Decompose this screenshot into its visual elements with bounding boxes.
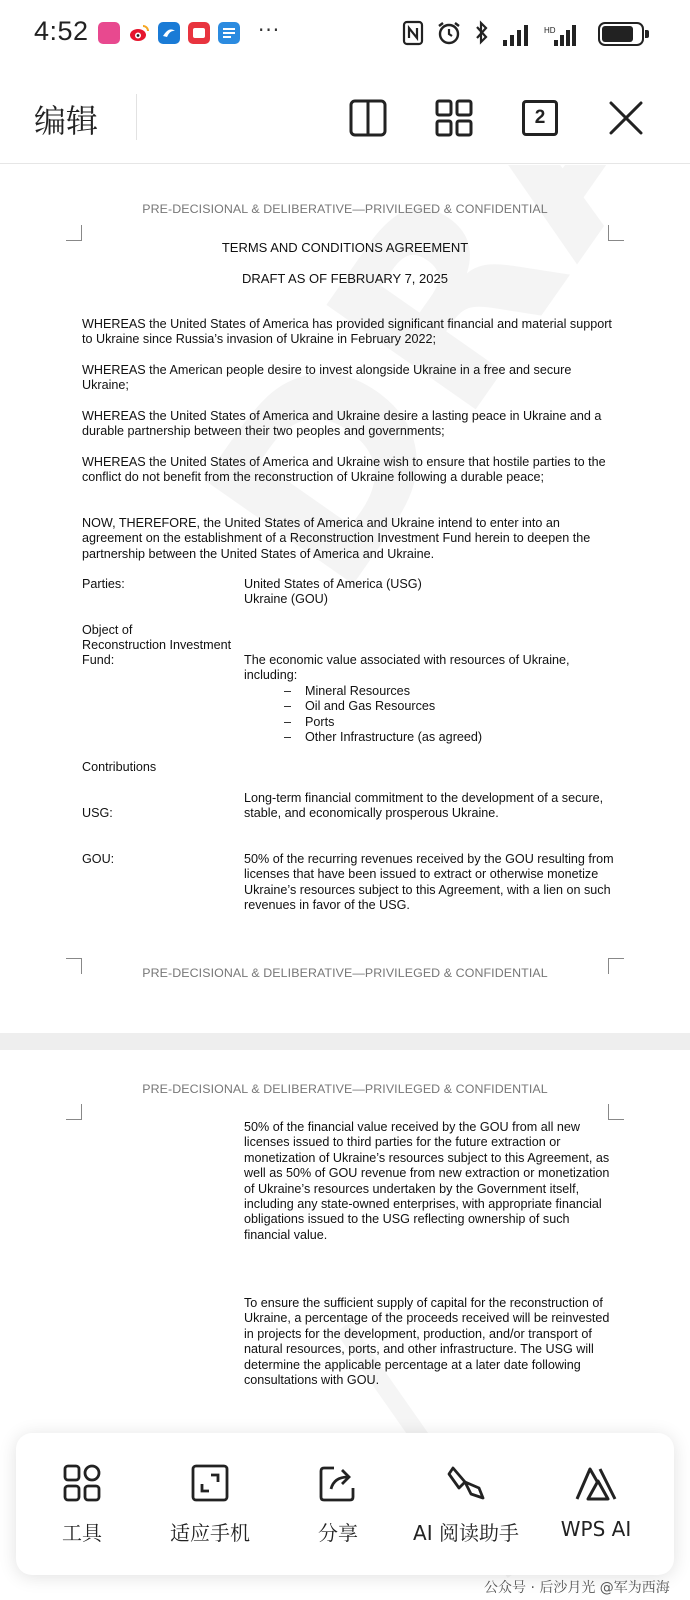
gou-new-licenses-paragraph: 50% of the financial value received by the GOU from all new licenses issued to third parties for the future extraction or monetization of Ukraine’s resources subject to this Agreement, as well as 50% of GOU revenue from new extraction or monetization of Ukraine’s resources undertaken by the Government itself, including any state-owned enterprises, with appropriate financial obligations issued to the USG reflecting ownership of such financial value. [244, 1120, 610, 1242]
usg-label: USG: [82, 806, 113, 820]
object-items-list [284, 684, 482, 746]
object-label: Object of [82, 623, 133, 637]
object-value: The economic value associated with resources of Ukraine, including: [244, 653, 570, 683]
contributions-label: Contributions [82, 760, 157, 774]
split-view-icon [348, 98, 388, 138]
therefore-paragraph: NOW, THEREFORE, the United States of America and Ukraine intend to enter into an agreement on the establishment of a Reconstruction Investment Fund herein to deepen the partnership between the United States of America and Ukraine. [82, 516, 591, 561]
ctrip-icon [158, 22, 180, 44]
page-count: 2 [522, 100, 558, 136]
edit-button[interactable]: 编辑 [34, 102, 99, 140]
whereas-paragraph: WHEREAS the American people desire to invest alongside Ukraine in a free and secure Ukraine; [82, 363, 572, 393]
signal-strength-icon [502, 20, 532, 46]
status-bar [0, 0, 690, 68]
share-label: 分享 [318, 1521, 358, 1545]
list-item: – Ports [284, 715, 482, 730]
object-label: Reconstruction Investment [82, 638, 232, 652]
xiaohongshu-icon [188, 22, 210, 44]
confidential-header: PRE-DECISIONAL & DELIBERATIVE—PRIVILEGED & CONFIDENTIAL [142, 1082, 548, 1096]
battery-fill [602, 26, 633, 42]
share-button[interactable] [278, 1461, 398, 1546]
reinvestment-paragraph: To ensure the sufficient supply of capital for the reconstruction of Ukraine, a percentage of the proceeds received will be reinvested in projects for the development, production, and/or transport of natural resources, ports, and other infrastructure. The USG will determine the applicable percentage at a later date following consultations with GOU. [244, 1296, 610, 1388]
wps-ai-button[interactable] [536, 1461, 656, 1541]
fit-screen-icon [190, 1463, 230, 1503]
weibo-icon [128, 22, 150, 44]
ai-reading-assistant-button[interactable] [406, 1461, 526, 1546]
toolbar-divider [136, 94, 137, 140]
battery-icon [598, 22, 644, 46]
parties-value-gou: Ukraine (GOU) [244, 592, 328, 606]
tools-label: 工具 [62, 1521, 102, 1545]
tools-button[interactable] [22, 1461, 142, 1546]
document-title: TERMS AND CONDITIONS AGREEMENT [221, 240, 469, 255]
document-subtitle: DRAFT AS OF FEBRUARY 7, 2025 [242, 271, 448, 286]
list-item: – Mineral Resources [284, 684, 482, 699]
close-button[interactable] [604, 96, 648, 140]
bottom-action-bar [16, 1433, 674, 1575]
crop-mark [608, 225, 624, 241]
whereas-paragraph: WHEREAS the United States of America and Ukraine desire a lasting peace in Ukraine and a durable partnership between their two peoples and governments; [82, 409, 602, 439]
confidential-footer: PRE-DECISIONAL & DELIBERATIVE—PRIVILEGED & CONFIDENTIAL [142, 966, 548, 980]
thumbnails-button[interactable] [432, 96, 476, 140]
split-view-button[interactable] [346, 96, 390, 140]
nfc-icon [402, 20, 424, 46]
grid-icon [434, 98, 474, 138]
status-time: 4:52 [34, 16, 89, 46]
alarm-icon [436, 20, 462, 46]
list-item: – Other Infrastructure (as agreed) [284, 730, 482, 745]
gou-label: GOU: [82, 852, 115, 866]
more-notifications-icon: ··· [258, 18, 281, 42]
crop-mark [66, 1104, 82, 1120]
ai-reading-label: AI 阅读助手 [413, 1521, 519, 1545]
wps-ai-label: WPS AI [560, 1517, 632, 1541]
parties-label: Parties: [82, 577, 125, 591]
signal-strength-2-icon [544, 20, 582, 46]
confidential-header: PRE-DECISIONAL & DELIBERATIVE—PRIVILEGED & CONFIDENTIAL [142, 202, 548, 216]
system-icons [402, 20, 582, 46]
bluetooth-icon [474, 20, 490, 46]
document-viewer[interactable] [0, 165, 690, 1600]
news-app-icon [218, 22, 240, 44]
document-toolbar [0, 68, 690, 164]
social-watermark: 公众号 · 后沙月光 @军为西海 [484, 1580, 670, 1596]
list-item: – Oil and Gas Resources [284, 699, 482, 714]
document-page-1 [0, 165, 690, 1033]
whereas-paragraph: WHEREAS the United States of America has provided significant financial and material support to Ukraine since Russia’s invasion of Ukraine in February 2022; [82, 317, 612, 347]
parties-value-usg: United States of America (USG) [244, 577, 422, 591]
crop-mark [608, 1104, 624, 1120]
wps-ai-icon [574, 1463, 618, 1503]
shopping-app-icon [98, 22, 120, 44]
close-icon [606, 98, 646, 138]
svg-text:HD: HD [544, 26, 556, 35]
ai-reading-icon [445, 1462, 487, 1504]
usg-contribution-value: Long-term financial commitment to the development of a secure, stable, and economically prosperous Ukraine. [244, 791, 604, 821]
notification-app-icons [98, 22, 240, 44]
fit-phone-button[interactable] [150, 1461, 270, 1546]
page-count-button[interactable] [518, 96, 562, 140]
whereas-paragraph: WHEREAS the United States of America and Ukraine wish to ensure that hostile parties to the conflict do not benefit from the reconstruction of Ukraine following a durable peace; [82, 455, 606, 485]
fit-phone-label: 适应手机 [170, 1521, 250, 1545]
tools-icon [62, 1463, 102, 1503]
share-icon [318, 1463, 358, 1503]
crop-mark [66, 225, 82, 241]
object-label: Fund: [82, 653, 115, 667]
gou-contribution-value: 50% of the recurring revenues received by the GOU resulting from licenses that have been issued to extract or otherwise monetize Ukraine’s resources subject to this Agreement, with a lien on such revenues in favor of the USG. [244, 852, 614, 913]
